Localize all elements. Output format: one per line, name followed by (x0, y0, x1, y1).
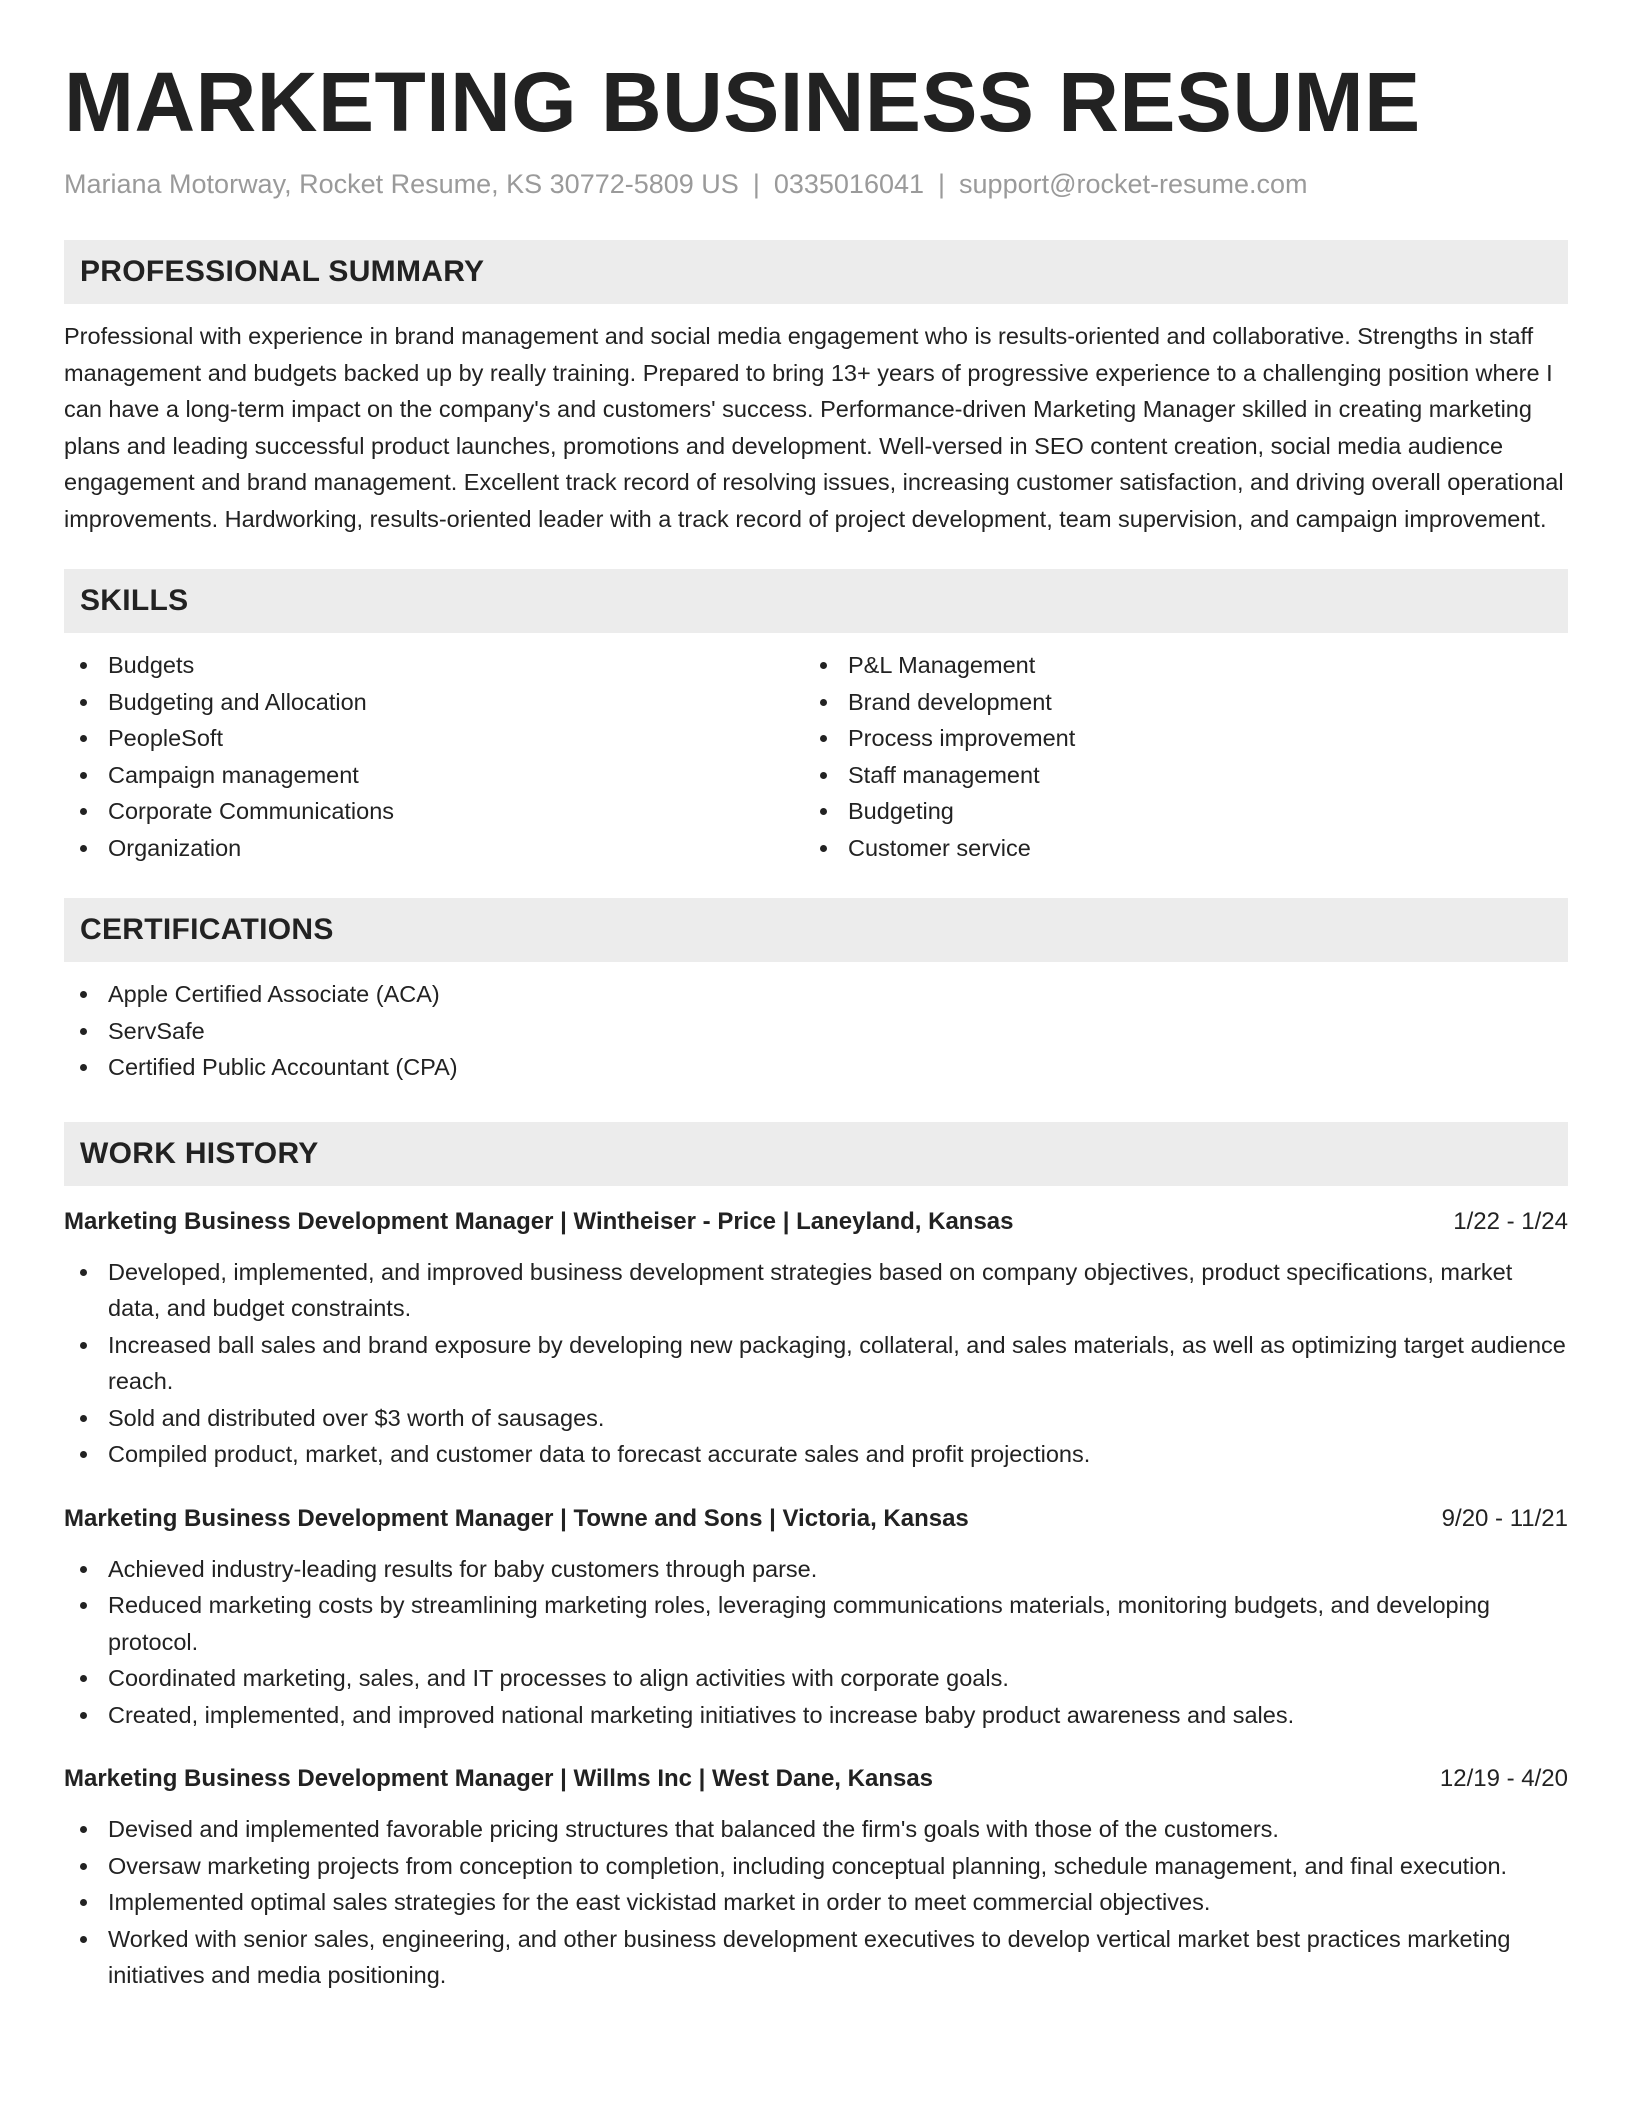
summary-heading: PROFESSIONAL SUMMARY (64, 240, 1568, 304)
job-header (64, 1204, 1568, 1240)
job-title: Marketing Business Development Manager | Wintheiser - Price | Laneyland, Kansas (64, 1207, 1014, 1235)
job-bullet: Reduced marketing costs by streamlining marketing roles, leveraging communications materials, monitoring budgets, and developing protocol. (64, 1587, 1568, 1660)
skill-item: Customer service (804, 830, 1544, 867)
skill-item: Process improvement (804, 720, 1544, 757)
skill-item: Budgeting (804, 793, 1544, 830)
job-dates: 1/22 - 1/24 (1453, 1207, 1568, 1235)
skill-item: Organization (64, 830, 804, 867)
certifications-list (64, 976, 1568, 1086)
job-dates: 12/19 - 4/20 (1439, 1765, 1568, 1792)
job-bullet: Compiled product, market, and customer data to forecast accurate sales and profit projections. (64, 1436, 1568, 1473)
certifications-heading: CERTIFICATIONS (64, 898, 1568, 962)
job-dates: 9/20 - 11/21 (1441, 1504, 1568, 1532)
work-history-heading: WORK HISTORY (64, 1122, 1568, 1186)
resume-title: MARKETING BUSINESS RESUME (64, 55, 1421, 149)
contact-separator: | (752, 169, 760, 199)
job-bullet: Sold and distributed over $3 worth of sausages. (64, 1400, 1568, 1437)
summary-text: Professional with experience in brand management and social media engagement who is results-oriented and collaborative. Strengths in staff management and budgets backed up by really training. Prepared to bring 13+ years of progressive experience to a challenging position where I can have a long-term impact on the company's and customers' success. Performance-driven Marketing Manager skilled in creating marketing plans and leading successful product launches, promotions and development. Well-versed in SEO content creation, social media audience engagement and brand management. Excellent track record of resolving issues, increasing customer satisfaction, and driving overall operational improvements. Hardworking, results-oriented leader with a track record of project development, team supervision, and campaign improvement. (64, 323, 1564, 532)
job-bullet: Devised and implemented favorable pricing structures that balanced the firm's goals with those of the customers. (64, 1811, 1568, 1848)
job-header (64, 1761, 1568, 1797)
work-history-section (64, 1122, 1568, 1994)
job-bullet: Created, implemented, and improved national marketing initiatives to increase baby product awareness and sales. (64, 1697, 1568, 1734)
certifications-section (64, 898, 1568, 1086)
job-header (64, 1501, 1568, 1537)
job-bullets (64, 1811, 1568, 1994)
summary-section (64, 240, 1568, 537)
skills-list-right (804, 647, 1544, 866)
contact-address: Mariana Motorway, Rocket Resume, KS 30772-5809 US (64, 169, 739, 199)
job-bullet: Increased ball sales and brand exposure by developing new packaging, collateral, and sales materials, as well as optimizing target audience reach. (64, 1327, 1568, 1400)
job-bullets (64, 1254, 1568, 1473)
certification-item: ServSafe (64, 1013, 1568, 1050)
job-entry (64, 1501, 1568, 1734)
skill-item: PeopleSoft (64, 720, 804, 757)
skills-list-left (64, 647, 804, 866)
skill-item: Campaign management (64, 757, 804, 794)
certification-item: Certified Public Accountant (CPA) (64, 1049, 1568, 1086)
skill-item: Brand development (804, 684, 1544, 721)
skill-item: Budgets (64, 647, 804, 684)
job-title: Marketing Business Development Manager | Willms Inc | West Dane, Kansas (64, 1765, 934, 1792)
contact-phone: 0335016041 (773, 169, 925, 199)
skill-item: P&L Management (804, 647, 1544, 684)
skills-section (64, 569, 1568, 866)
skills-grid (64, 647, 1568, 866)
job-bullet: Worked with senior sales, engineering, and other business development executives to develop vertical market best practices marketing initiatives and media positioning. (64, 1921, 1568, 1994)
job-bullet: Oversaw marketing projects from conception to completion, including conceptual planning, schedule management, and final execution. (64, 1848, 1568, 1885)
skills-heading: SKILLS (64, 569, 1568, 633)
job-bullet: Developed, implemented, and improved business development strategies based on company objectives, product specifications, market data, and budget constraints. (64, 1254, 1568, 1327)
contact-line (64, 166, 1568, 202)
job-entry (64, 1761, 1568, 1994)
skill-item: Staff management (804, 757, 1544, 794)
job-bullets (64, 1551, 1568, 1734)
certification-item: Apple Certified Associate (ACA) (64, 976, 1568, 1013)
job-bullet: Coordinated marketing, sales, and IT processes to align activities with corporate goals. (64, 1660, 1568, 1697)
skill-item: Corporate Communications (64, 793, 804, 830)
job-entry (64, 1204, 1568, 1473)
contact-separator: | (938, 169, 946, 199)
contact-email: support@rocket-resume.com (959, 169, 1308, 199)
job-title: Marketing Business Development Manager | Towne and Sons | Victoria, Kansas (64, 1504, 969, 1532)
job-bullet: Implemented optimal sales strategies for the east vickistad market in order to meet commercial objectives. (64, 1884, 1568, 1921)
skill-item: Budgeting and Allocation (64, 684, 804, 721)
job-bullet: Achieved industry-leading results for baby customers through parse. (64, 1551, 1568, 1588)
